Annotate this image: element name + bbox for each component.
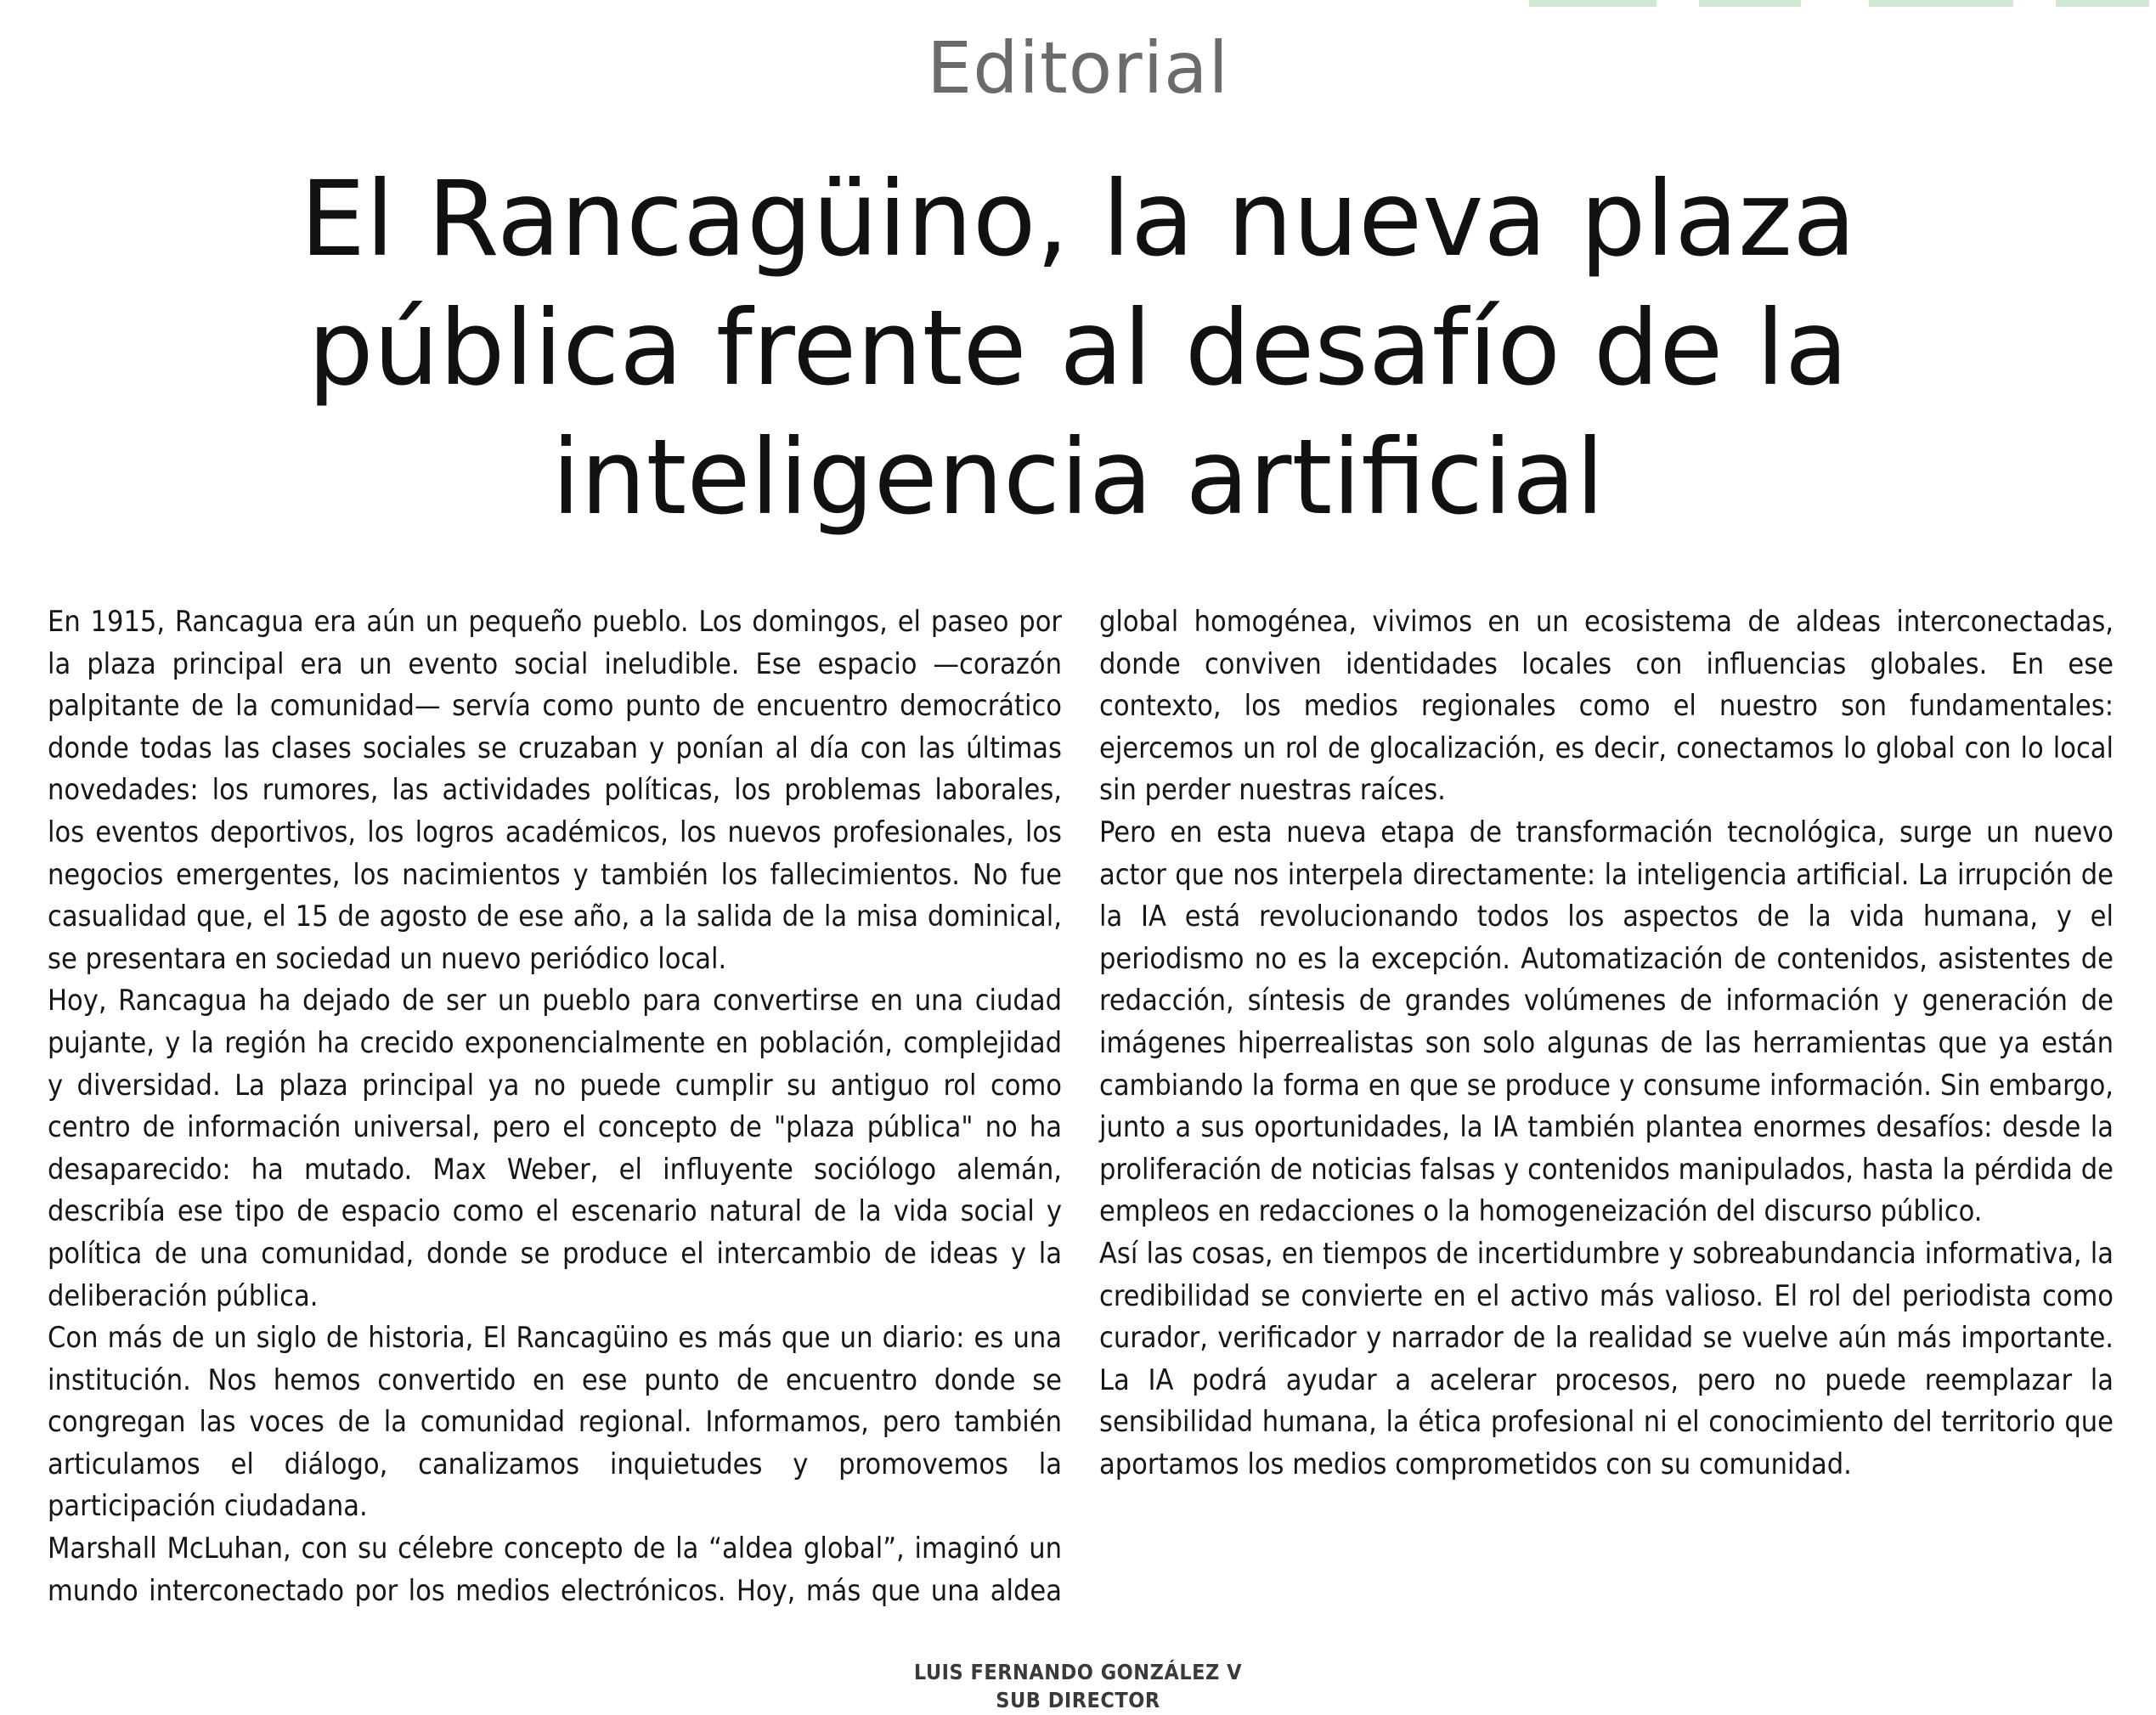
body-paragraph: Pero en esta nueva etapa de transformación tecnológica, surge un nuevo actor que nos interpela directamente: la inteligencia artificial. La irrupción de la IA está revolucionando todos los aspectos de la vida humana, y el periodismo no es la excepción. Automatización de contenidos, asistentes de redacción, síntesis de grandes volúmenes de información y generación de imágenes hiperrealistas son solo algunas de las herramientas que ya están cambiando la forma en que se produce y consume información. Sin embargo, junto a sus oportunidades, la IA también plantea enormes desafíos: desde la proliferación de noticias falsas y contenidos manipulados, hasta la pérdida de empleos en redacciones o la homogeneización del discurso público. — [1099, 815, 2114, 1229]
top-color-stripes — [1512, 0, 2156, 8]
headline: El Rancagüino, la nueva plaza pública frente al desafío de la inteligencia artificial — [300, 159, 1856, 538]
body-paragraph: En 1915, Rancagua era aún un pequeño pueblo. Los domingos, el paseo por la plaza principal era un evento social ineludible. Ese espacio —corazón palpitante de la comunidad— servía como punto de encuentro democrático donde todas las clases sociales se cruzaban y ponían al día con las últimas novedades: los rumores, las actividades políticas, los problemas laborales, los eventos deportivos, los logros académicos, los nuevos profesionales, los negocios emergentes, los nacimientos y también los fallecimientos. No fue casualidad que, el 15 de agosto de ese año, a la salida de la misa dominical, se presentara en sociedad un nuevo periódico local. — [48, 605, 1062, 976]
section-label: Editorial — [927, 26, 1229, 110]
byline — [0, 1658, 2156, 1714]
body-paragraph: Con más de un siglo de historia, El Rancagüino es más que un diario: es una institución. Nos hemos convertido en ese punto de encuentro donde se congregan las voces de la comunidad regional. Informamos, pero también articulamos el diálogo, canalizamos inquietudes y promovemos la participación ciudadana. — [48, 1321, 1062, 1524]
article-body — [48, 601, 2114, 1639]
body-paragraph: Hoy, Rancagua ha dejado de ser un pueblo para convertirse en una ciudad pujante, y la región ha crecido exponencialmente en población, complejidad y diversidad. La plaza principal ya no puede cumplir su antiguo rol como centro de información universal, pero el concepto de "plaza pública" no ha desaparecido: ha mutado. Max Weber, el influyente sociólogo alemán, describía ese tipo de espacio como el escenario natural de la vida social y política de una comunidad, donde se produce el intercambio de ideas y la deliberación pública. — [48, 984, 1062, 1313]
body-paragraph: Así las cosas, en tiempos de incertidumbre y sobreabundancia informativa, la credibilidad se convierte en el activo más valioso. El rol del periodista como curador, verificador y narrador de la realidad se vuelve aún más importante. La IA podrá ayudar a acelerar procesos, pero no puede reemplazar la sensibilidad humana, la ética profesional ni el conocimiento del territorio que aportamos los medios comprometidos con su comunidad. — [1099, 1236, 2114, 1481]
byline-name: LUIS FERNANDO GONZÁLEZ V — [913, 1660, 1243, 1684]
body-paragraph: Marshall McLuhan, con su célebre concepto de la “aldea global”, imaginó un mundo interconectado por los medios electrónicos. Hoy, más que una aldea global homogénea, vivimos en un ecosistema de aldeas interconectadas, donde conviven identidades locales con influencias globales. En ese contexto, los medios regionales como el nuestro son fundamentales: ejercemos un rol de glocalización, es decir, conectamos lo global con lo local sin perder nuestras raíces. — [48, 605, 2114, 1608]
byline-role: SUB DIRECTOR — [996, 1688, 1160, 1712]
